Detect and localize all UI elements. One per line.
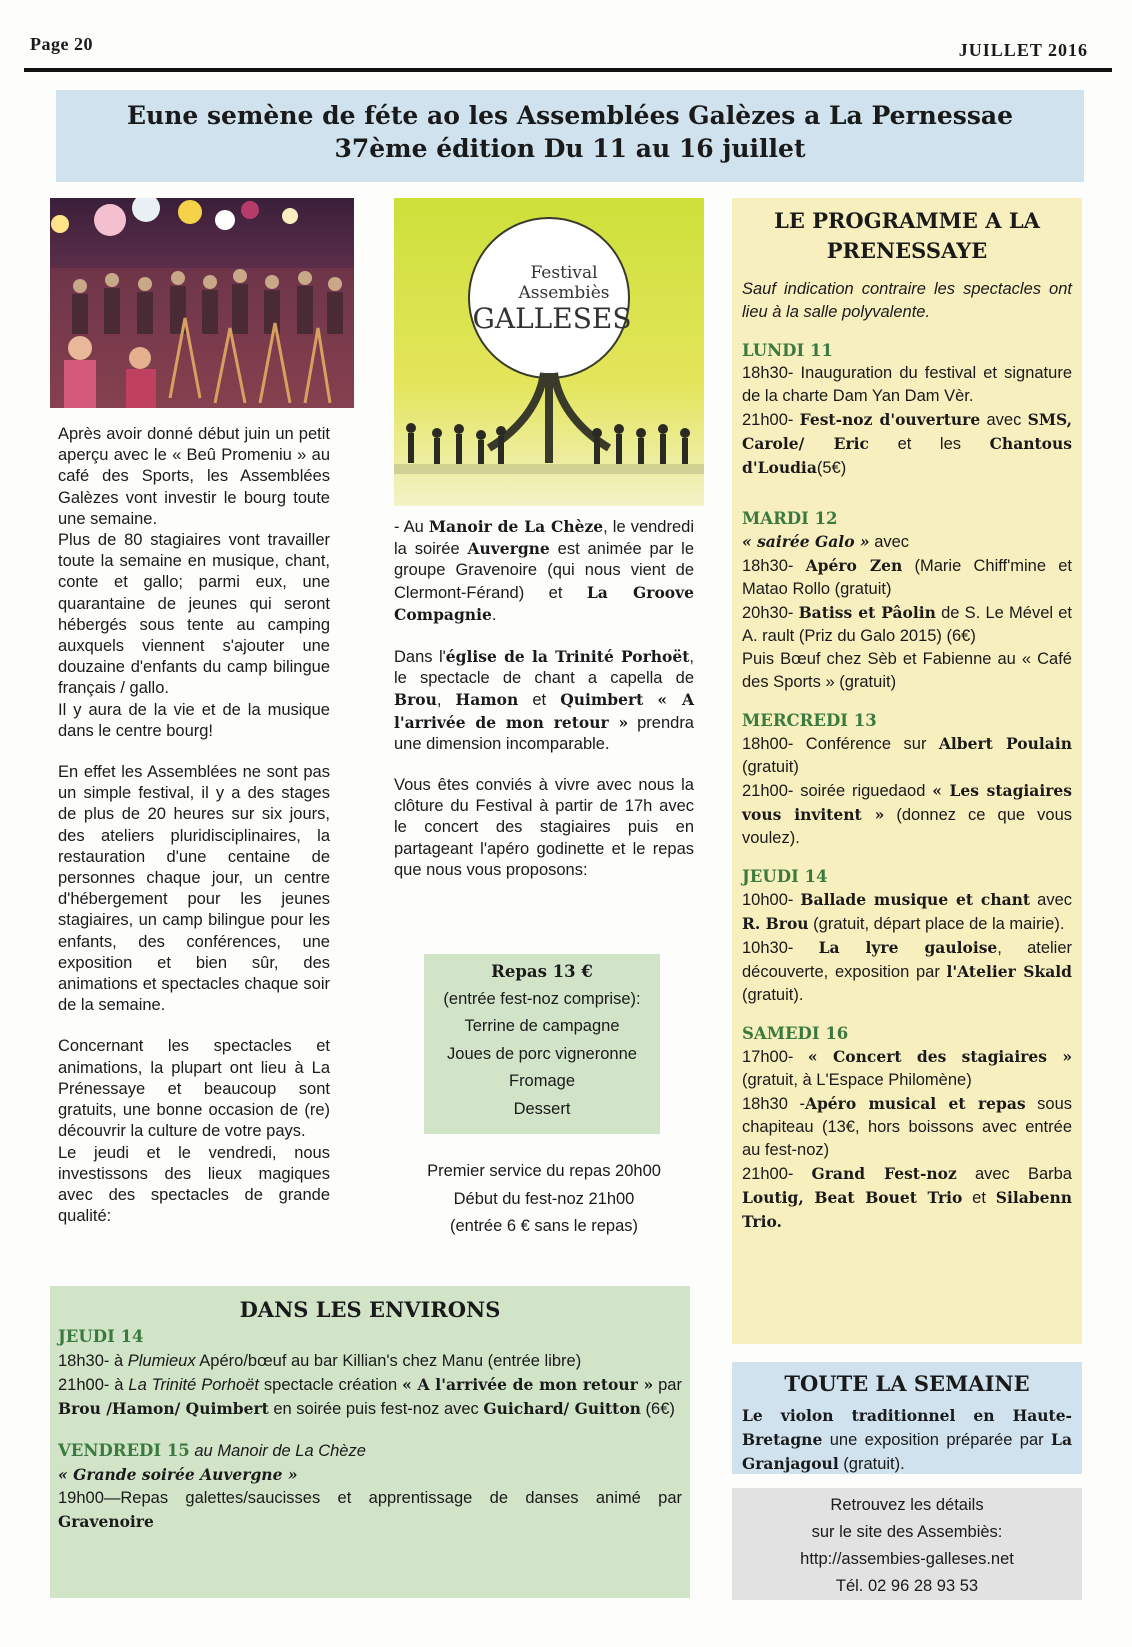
service-line-1: Premier service du repas 20h00 [427, 1162, 661, 1180]
event-item: 21h00- soirée riguedaod « Les stagiaires vous invitent » (donnez ce que vous voulez). [742, 781, 1072, 847]
events-column [394, 516, 694, 881]
service-times [394, 1158, 694, 1241]
poster-galleses-text: GALLESES [472, 302, 632, 335]
environs-title: DANS LES ENVIRONS [239, 1297, 501, 1322]
manoir-paragraph: - Au Manoir de La Chèze, le vendredi la soirée Auvergne est animée par le groupe Gravenoire (qui nous vient de Clermont-Férand) et La Groove Compagnie. [394, 517, 695, 624]
col1-paragraph-3: Il y aura de la vie et de la musique dans le centre bourg! [58, 700, 330, 740]
event-item: « sairée Galo » avec [742, 532, 910, 551]
day-heading: JEUDI 14 [58, 1327, 144, 1346]
details-line-2: sur le site des Assembiès: [811, 1523, 1003, 1541]
intro-column [58, 424, 330, 1227]
cloture-paragraph: Vous êtes conviés à vivre avec nous la clôture du Festival à partir de 17h avec le concert des stagiaires puis en partageant l'apéro godinette et le repas que nous vous proposons: [394, 776, 694, 879]
menu-item: Fromage [508, 1072, 576, 1090]
headline-banner [56, 90, 1084, 182]
event-item: 21h00- Grand Fest-noz avec Barba Loutig, Beat Bouet Trio et Silabenn Trio. [742, 1164, 1073, 1231]
event-item: 20h30- Batiss et Pâolin de S. Le Mével et A. rault (Priz du Galo 2015) (6€) [742, 603, 1072, 645]
col1-paragraph-5: Concernant les spectacles et animations, la plupart ont lieu à La Prénessaye et beaucoup sont gratuits, une bonne occasion de (re) découvrir la culture de votre pays. [58, 1037, 330, 1141]
phone-number: Tél. 02 96 28 93 53 [835, 1577, 979, 1595]
programme-box [732, 198, 1082, 1344]
event-item: 18h30- Apéro Zen (Marie Chiff'mine et Matao Rollo (gratuit) [742, 556, 1072, 598]
event-item: 18h00- Conférence sur Albert Poulain (gratuit) [742, 734, 1072, 776]
day-heading: MERCREDI 13 [742, 711, 877, 730]
event-item: 10h30- La lyre gauloise, atelier découverte, exposition par l'Atelier Skald (gratuit). [742, 938, 1073, 1004]
col1-paragraph-6: Le jeudi et le vendredi, nous investissons des lieux magiques avec des spectacles de grande qualité: [58, 1143, 330, 1226]
semaine-text: Le violon traditionnel en Haute-Bretagne une exposition préparée par La Granjagoul (gratuit). [742, 1406, 1072, 1473]
eglise-paragraph: Dans l'église de la Trinité Porhoët, le spectacle de chant a capella de Brou, Hamon et Quimbert « A l'arrivée de mon retour » prendra une dimension incomparable. [394, 647, 695, 753]
day-heading: LUNDI 11 [742, 341, 833, 360]
menu-item: Terrine de campagne [464, 1017, 620, 1035]
day-heading: JEUDI 14 [742, 867, 828, 886]
event-item: 18h30- Inauguration du festival et signature de la charte Dam Yan Dam Vèr. [742, 364, 1072, 405]
semaine-box [732, 1362, 1082, 1474]
event-item: 18h30- à Plumieux Apéro/bœuf au bar Killian's chez Manu (entrée libre) [58, 1352, 582, 1370]
col1-paragraph-1: Après avoir donné début juin un petit aperçu avec le « Beû Promeniu » au café des Sports, les Assemblées Galèzes vont investir le bourg toute une semaine. [58, 425, 330, 528]
day-heading: SAMEDI 16 [742, 1024, 849, 1043]
event-item: 10h00- Ballade musique et chant avec R. Brou (gratuit, départ place de la mairie). [742, 890, 1073, 933]
event-item: 17h00- « Concert des stagiaires » (gratuit, à L'Espace Philomène) [742, 1047, 1073, 1089]
event-item: Puis Bœuf chez Sèb et Fabienne au « Café des Sports » (gratuit) [742, 650, 1072, 691]
menu-title: Repas 13 € [491, 962, 593, 981]
col1-paragraph-2: Plus de 80 stagiaires vont travailler toute la semaine en musique, chant, conte et gallo; parmi eux, une quarantaine de jeunes qui seront hébergés sous tente au camping auxquels viennent s'ajouter une douzaine d'enfants du camp bilingue français / gallo. [58, 531, 330, 698]
festival-poster [394, 198, 704, 506]
col1-paragraph-4: En effet les Assemblées ne sont pas un simple festival, il y a des stages de plus de 20 heures sur six jours, des ateliers pluridisciplinaires, la restauration d'une centaine de personnes chaque jour, un centre d'hébergement pour les jeunes stagiaires, un camp bilingue pour les enfants, des conférences, une exposition et bien sûr, des animations et spectacles chaque soir de la semaine. [58, 763, 330, 1015]
website-link[interactable]: http://assembies-galleses.net [800, 1550, 1014, 1568]
poster-assembies-text: Assembiès [518, 283, 610, 303]
programme-title: LE PROGRAMME A LA PRENESSAYE [774, 208, 1040, 263]
headline-line-1: Eune semène de féte ao les Assemblées Galèzes a La Pernessae [126, 101, 1014, 130]
details-line-1: Retrouvez les détails [830, 1496, 984, 1514]
programme-intro: Sauf indication contraire les spectacles ont lieu à la salle polyvalente. [742, 280, 1072, 321]
page-number: Page 20 [30, 34, 93, 54]
event-item: 21h00- Fest-noz d'ouverture avec SMS, Carole/ Eric et les Chantous d'Loudia(5€) [742, 410, 1073, 477]
menu-item: Dessert [513, 1099, 571, 1118]
service-line-3: (entrée 6 € sans le repas) [449, 1217, 639, 1235]
headline-line-2: 37ème édition Du 11 au 16 juillet [334, 134, 806, 163]
event-item: 21h00- à La Trinité Porhoët spectacle création « A l'arrivée de mon retour » par Brou /Hamon/ Quimbert en soirée puis fest-noz avec Guichard/ Guitton (6€) [58, 1375, 682, 1418]
header-rule [24, 68, 1112, 72]
day-heading: VENDREDI 15 au Manoir de La Chèze [58, 1441, 366, 1460]
service-line-2: Début du fest-noz 21h00 [453, 1189, 635, 1208]
issue-date: JUILLET 2016 [958, 40, 1088, 60]
menu-subtitle: (entrée fest-noz comprise): [443, 989, 641, 1008]
event-item: 18h30 -Apéro musical et repas sous chapiteau (13€, hors boissons avec entrée au fest-noz) [742, 1094, 1073, 1159]
concert-photo [50, 198, 354, 408]
environs-box [50, 1286, 690, 1598]
day-heading: MARDI 12 [742, 509, 838, 528]
menu-box [424, 954, 660, 1134]
event-item: « Grande soirée Auvergne » [58, 1465, 298, 1484]
poster-festival-text: Festival [530, 263, 598, 283]
menu-item: Joues de porc vigneronne [447, 1044, 637, 1063]
semaine-title: TOUTE LA SEMAINE [784, 1371, 1030, 1396]
event-item: 19h00—Repas galettes/saucisses et apprentissage de danses animé par Gravenoire [58, 1489, 682, 1531]
details-box [732, 1488, 1082, 1600]
